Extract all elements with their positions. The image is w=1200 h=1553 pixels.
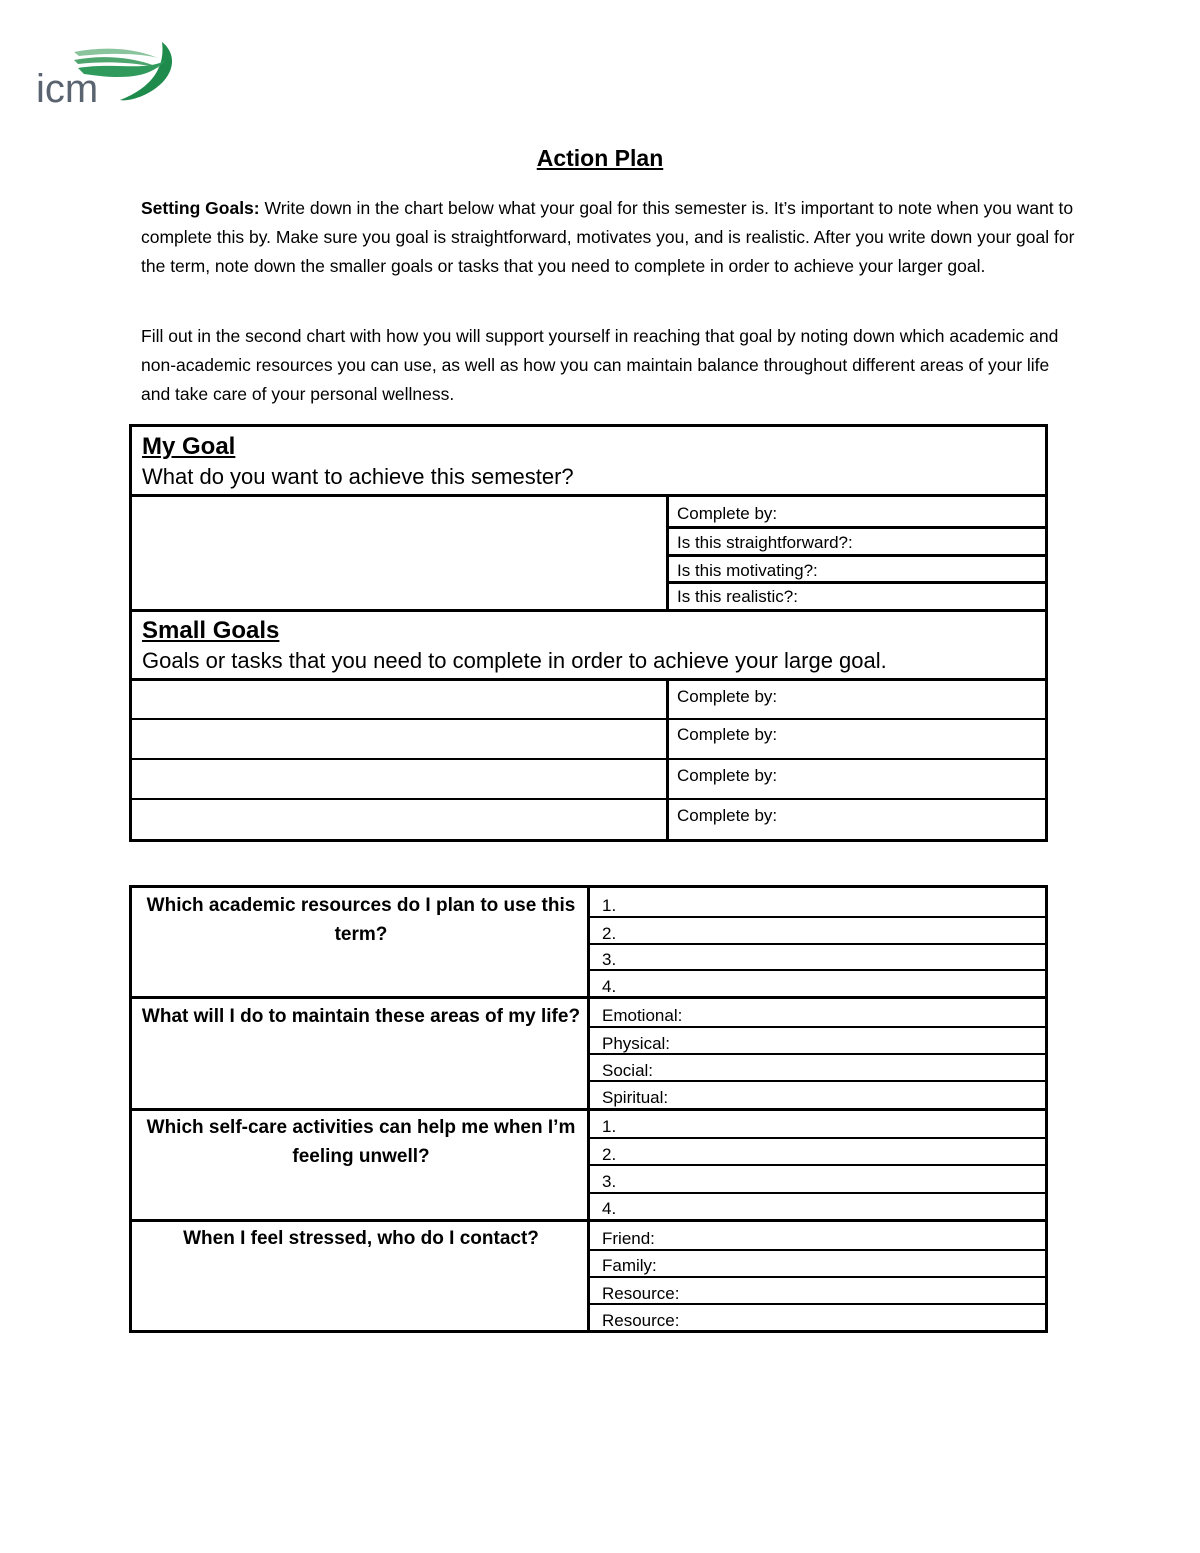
my-goal-subtitle: What do you want to achieve this semester?	[142, 464, 574, 489]
small-goal-entry-cell[interactable]	[132, 800, 666, 839]
divider	[666, 497, 669, 609]
small-goal-entry-cell[interactable]	[132, 681, 666, 718]
setting-goals-label: Setting Goals:	[141, 198, 260, 218]
goal-complete-by-label: Complete by:	[677, 504, 778, 523]
page-title: Action Plan	[536, 145, 664, 171]
academic-resource-2[interactable]: 2.	[602, 924, 617, 943]
family-field[interactable]: Family:	[602, 1256, 657, 1275]
intro-paragraph-setting-goals	[141, 194, 1081, 280]
academic-resource-1[interactable]: 1.	[602, 896, 617, 915]
life-areas-question: What will I do to maintain these areas of my life?	[141, 1006, 581, 1027]
academic-resource-3[interactable]: 3.	[602, 950, 617, 969]
friend-field[interactable]: Friend:	[602, 1229, 655, 1248]
physical-field[interactable]: Physical:	[602, 1034, 671, 1053]
divider	[590, 969, 1045, 971]
my-goal-header	[142, 432, 574, 492]
divider	[590, 916, 1045, 918]
self-care-activity-3[interactable]: 3.	[602, 1172, 617, 1191]
goal-motivating-label: Is this motivating?:	[677, 561, 818, 580]
goal-realistic-label: Is this realistic?:	[677, 587, 798, 606]
self-care-activity-4[interactable]: 4.	[602, 1199, 617, 1218]
logo-swoosh-icon	[34, 38, 184, 108]
academic-resource-4[interactable]: 4.	[602, 977, 617, 996]
divider	[132, 1108, 1045, 1111]
social-field[interactable]: Social:	[602, 1061, 654, 1080]
divider	[132, 609, 1045, 612]
divider	[669, 554, 1045, 557]
small-goal-entry-cell[interactable]	[132, 760, 666, 798]
small-goal-complete-by-label: Complete by:	[677, 766, 778, 785]
my-goal-title: My Goal	[142, 433, 236, 460]
intro-paragraph-second-chart: Fill out in the second chart with how you will support yourself in reaching that goal by noting down which academic and non-academic resources you can use, as well as how you can maintain balance throughout different areas of your life and take care of your personal wellness.	[141, 326, 1059, 404]
divider	[132, 996, 1045, 999]
goal-table	[129, 424, 1048, 842]
small-goal-complete-by-label: Complete by:	[677, 725, 778, 744]
small-goal-entry-cell[interactable]	[132, 720, 666, 758]
small-goals-title: Small Goals	[142, 617, 280, 644]
divider	[666, 681, 669, 839]
divider	[590, 1080, 1045, 1082]
support-table	[129, 885, 1048, 1333]
small-goals-subtitle: Goals or tasks that you need to complete in order to achieve your large goal.	[142, 648, 887, 673]
resource-field[interactable]: Resource:	[602, 1284, 680, 1303]
divider	[590, 1276, 1045, 1278]
divider	[590, 1026, 1045, 1028]
self-care-question: Which self-care activities can help me when I’m feeling unwell?	[146, 1117, 576, 1167]
small-goals-header	[142, 616, 887, 676]
divider	[590, 1164, 1045, 1166]
self-care-activity-2[interactable]: 2.	[602, 1145, 617, 1164]
small-goal-complete-by-label: Complete by:	[677, 806, 778, 825]
goal-straightforward-label: Is this straightforward?:	[677, 533, 853, 552]
stress-contact-question: When I feel stressed, who do I contact?	[183, 1228, 539, 1249]
self-care-activity-1[interactable]: 1.	[602, 1117, 617, 1136]
divider	[590, 1053, 1045, 1055]
logo-text: icm	[36, 67, 99, 108]
setting-goals-text: Write down in the chart below what your goal for this semester is. It’s important to note when you want to complete this by. Make sure you goal is straightforward, motivates you, and is realistic. After you write down your goal for the term, note down the smaller goals or tasks that you need to complete in order to achieve your larger goal.	[141, 198, 1075, 276]
icm-logo	[34, 38, 184, 108]
academic-resources-question: Which academic resources do I plan to use this term?	[146, 895, 576, 945]
spiritual-field[interactable]: Spiritual:	[602, 1088, 669, 1107]
divider	[669, 581, 1045, 584]
divider	[590, 1192, 1045, 1194]
divider	[590, 1303, 1045, 1305]
divider	[590, 1137, 1045, 1139]
divider	[590, 1249, 1045, 1251]
small-goal-complete-by-label: Complete by:	[677, 687, 778, 706]
emotional-field[interactable]: Emotional:	[602, 1006, 683, 1025]
resource-field[interactable]: Resource:	[602, 1311, 680, 1330]
goal-entry-cell[interactable]	[132, 497, 666, 609]
divider	[590, 943, 1045, 945]
divider	[669, 526, 1045, 529]
divider	[132, 1219, 1045, 1222]
